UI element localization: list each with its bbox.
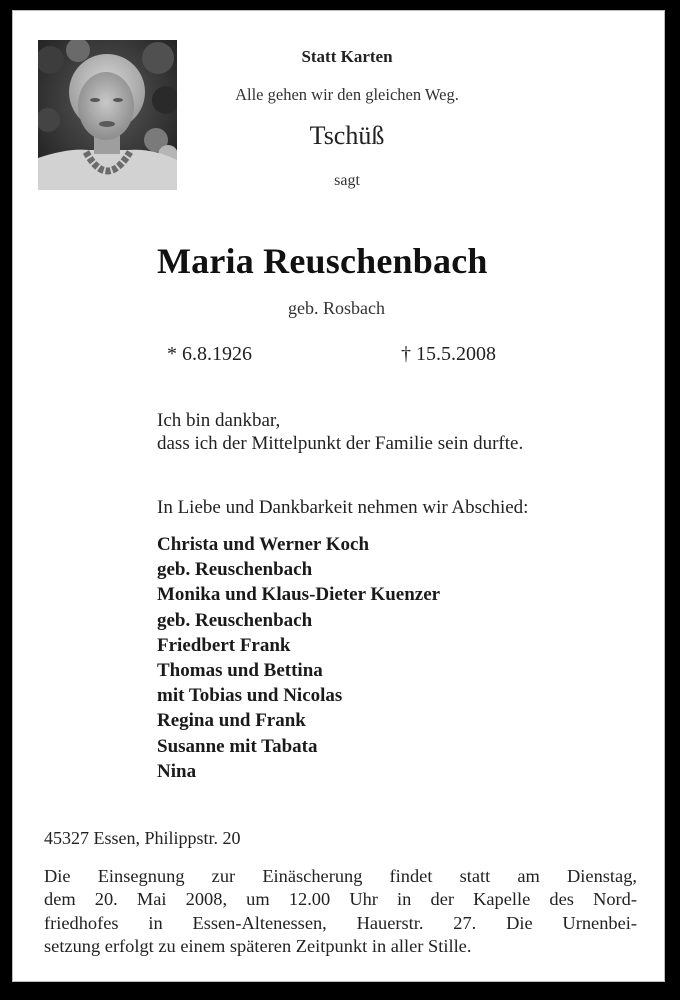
service-line: friedhofes in Essen-Altenessen, Hauerstr. 27. Die Urnenbei- xyxy=(44,912,637,933)
mourner-item: Friedbert Frank xyxy=(157,634,291,656)
mourner-item: Thomas und Bettina xyxy=(157,660,323,682)
mourner-item: Susanne mit Tabata xyxy=(157,735,318,757)
statt-karten-heading: Statt Karten xyxy=(301,47,393,66)
family-address: 45327 Essen, Philippstr. 20 xyxy=(44,828,241,848)
mourner-item: geb. Reuschenbach xyxy=(157,559,313,581)
mourner-item: Nina xyxy=(157,760,197,782)
mourners-list xyxy=(157,532,440,784)
quote-line: Ich bin dankbar, xyxy=(157,410,281,431)
motto-text: Alle gehen wir den gleichen Weg. xyxy=(235,85,459,104)
service-line: setzung erfolgt zu einem späteren Zeitpunkt in aller Stille. xyxy=(44,935,472,956)
quote-block xyxy=(157,409,523,455)
mourner-item: Monika und Klaus-Dieter Kuenzer xyxy=(157,584,441,606)
birth-name: geb. Rosbach xyxy=(288,298,385,318)
service-line: dem 20. Mai 2008, um 12.00 Uhr in der Kapelle des Nord- xyxy=(44,889,637,910)
mourner-item: mit Tobias und Nicolas xyxy=(157,685,343,707)
farewell-word: Tschüß xyxy=(309,121,385,150)
mourner-item: geb. Reuschenbach xyxy=(157,609,313,631)
portrait-photo xyxy=(38,40,177,190)
quote-line: dass ich der Mittelpunkt der Familie sein durfte. xyxy=(157,433,524,454)
death-date: † 15.5.2008 xyxy=(401,343,496,365)
says-text: sagt xyxy=(334,172,360,189)
mourner-item: Regina und Frank xyxy=(157,710,306,732)
mourner-item: Christa und Werner Koch xyxy=(157,534,370,555)
farewell-intro: In Liebe und Dankbarkeit nehmen wir Abschied: xyxy=(157,497,529,518)
service-details xyxy=(44,865,637,958)
birth-date: * 6.8.1926 xyxy=(167,343,252,365)
service-line: Die Einsegnung zur Einäscherung findet statt am Dienstag, xyxy=(44,866,637,886)
portrait-image-icon xyxy=(38,40,177,190)
deceased-name: Maria Reuschenbach xyxy=(157,241,488,281)
obituary-card xyxy=(12,10,665,982)
